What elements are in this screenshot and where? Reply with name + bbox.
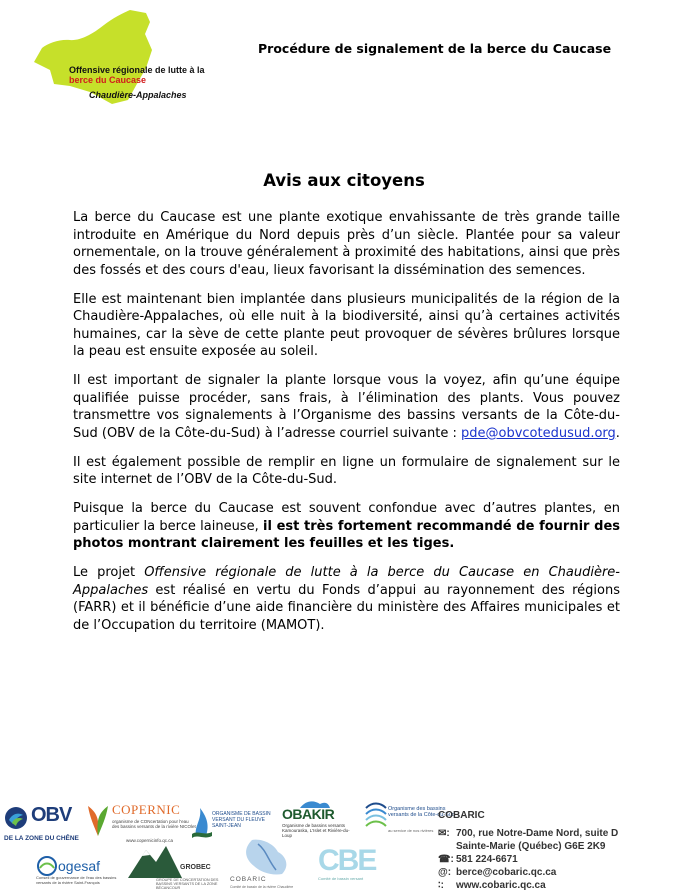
cote-tagline: au service de nos rivières: [388, 828, 434, 833]
contact-email-row: [438, 867, 556, 878]
obv-sub: DE LA ZONE DU CHÊNE: [4, 835, 79, 842]
ogesaf-logo: [32, 856, 116, 890]
cbe-desc: Comité de bassin versant: [318, 876, 364, 881]
obv-name: OBV: [31, 804, 72, 826]
obakir-desc: Organisme de bassins versants Kamouraska, L'Islet et Rivière-du-Loup: [282, 823, 350, 838]
ogesaf-name: ogesaf: [58, 858, 101, 874]
page-heading: Avis aux citoyens: [263, 171, 425, 190]
copernic-mark-icon: [86, 804, 110, 838]
grobec-name: GROBEC: [180, 864, 211, 871]
grobec-logo: [128, 844, 218, 890]
contact-web-row: [438, 880, 546, 891]
cobaric-logo-desc: Comité de bassin de la rivière Chaudière: [230, 885, 294, 889]
paragraph-3-end: .: [615, 425, 620, 441]
paragraph-6: [73, 564, 620, 634]
paragraph-6-start: Le projet: [73, 565, 145, 581]
cbe-name: CBE: [318, 844, 376, 877]
paragraph-3-text: Il est important de signaler la plante lorsque vous la voyez, afin qu’une équipe qualifiée puisse procéder, sans frais, à l’élimination des plants. Vous pouvez transmettre vos signalements à l’Organisme des bassins versants de la Côte-du-Sud (OBV de la Côte-du-Sud) à l’adresse courriel suivante :: [73, 373, 620, 441]
cobaric-logo-name: COBARIC: [230, 876, 267, 883]
obv-chene-logo: [4, 804, 79, 844]
cbe-logo: [314, 840, 386, 890]
logo-line-2: berce du Caucase: [69, 75, 147, 85]
report-email-link[interactable]: pde@obvcotedusud.org: [460, 425, 616, 441]
phone-icon: ☎:: [438, 854, 454, 865]
paragraph-3: [73, 372, 620, 442]
contact-org: COBARIC: [438, 810, 485, 821]
paragraph-1: La berce du Caucase est une plante exotique envahissante de très grande taille introduite en Amérique du Nord depuis près d’un siècle. Plantée pour sa valeur ornementale, on la trouve généralement à proximité des habitations, ainsi que près des fossés et des cours d'eau, lieux favorisant la dissémination des semences.: [73, 210, 620, 278]
notice-body: [73, 209, 620, 646]
contact-phone-row: [438, 854, 518, 865]
at-icon: @:: [438, 867, 452, 878]
contact-phone: 581 224-6671: [456, 854, 518, 865]
fleuve-saint-jean-logo: [192, 806, 278, 842]
project-name: Offensive régionale de lutte à la berce du Caucase en Chaudière-Appalaches: [73, 565, 620, 598]
paragraph-5-emphasis: il est très fortement recommandé de fournir des photos montrant clairement les feuilles et les tiges.: [73, 518, 620, 552]
ogesaf-mark-icon: [36, 856, 58, 876]
copernic-desc: organisme de CONcertation pour l'eau des bassins versants de la rivière NICOlet: [112, 819, 196, 829]
bassin-desc: ORGANISME DE BASSIN VERSANT DU FLEUVE SAINT-JEAN: [212, 811, 271, 829]
paragraph-6-end: est réalisé en vertu du Fonds d’appui au rayonnement des régions (FARR) et il bénéficie d’une aide financière du ministère des Affaires municipales et de l’Occupation du territoire (MAMOT).: [73, 582, 620, 633]
ogesaf-desc: Conseil de gouvernance de l'eau des bassins versants de la rivière Saint-François: [36, 875, 117, 885]
logo-line-3: Chaudière-Appalaches: [89, 90, 187, 100]
copernic-logo: [86, 802, 196, 842]
project-logo: [30, 10, 230, 110]
cote-mark-icon: [364, 800, 388, 830]
grobec-desc: GROUPE DE CONCERTATION DES BASSINS VERSANTS DE LA ZONE BÉCANCOUR: [156, 878, 219, 891]
obakir-name: OBAKIR: [282, 806, 335, 822]
paragraph-5-text: Puisque la berce du Caucase est souvent confondue avec d’autres plantes, en particulier la berce laineuse,: [73, 501, 620, 534]
envelope-icon: ✉:: [438, 828, 450, 839]
contact-website[interactable]: www.cobaric.qc.ca: [456, 880, 546, 891]
cote-desc: Organisme des bassins versants de la Côte-du-Sud: [388, 806, 455, 818]
contact-address-1: 700, rue Notre-Dame Nord, suite D: [456, 828, 619, 839]
contact-address-2: Sainte-Marie (Québec) G6E 2K9: [456, 841, 606, 852]
rss-icon: ∶:: [438, 880, 444, 891]
paragraph-4: Il est également possible de remplir en ligne un formulaire de signalement sur le site internet de l’OBV de la Côte-du-Sud.: [73, 454, 620, 488]
paragraph-5: [73, 500, 620, 553]
document-title: Procédure de signalement de la berce du Caucase: [258, 41, 612, 56]
paragraph-2: Elle est maintenant bien implantée dans plusieurs municipalités de la région de la Chaudière-Appalaches, où elle nuit à la biodiversité, ainsi qu’à certaines activités humaines, car la sève de cette plante peut provoquer de sévères brûlures lorsque la peau est ensuite exposée au soleil.: [73, 291, 620, 360]
grobec-mountain-icon: [128, 844, 182, 878]
contact-address-row: [438, 828, 618, 839]
logo-line-1: Offensive régionale de lutte à la: [69, 65, 205, 75]
contact-email[interactable]: berce@cobaric.qc.ca: [456, 867, 557, 878]
wave-mark-icon: [192, 806, 214, 840]
cobaric-watershed-icon: [238, 838, 292, 876]
cobaric-logo: [228, 838, 312, 890]
copernic-name: COPERNIC: [112, 802, 181, 817]
obv-mark-icon: [4, 806, 28, 830]
copernic-url: www.copernicinfo.qc.ca: [126, 838, 174, 843]
